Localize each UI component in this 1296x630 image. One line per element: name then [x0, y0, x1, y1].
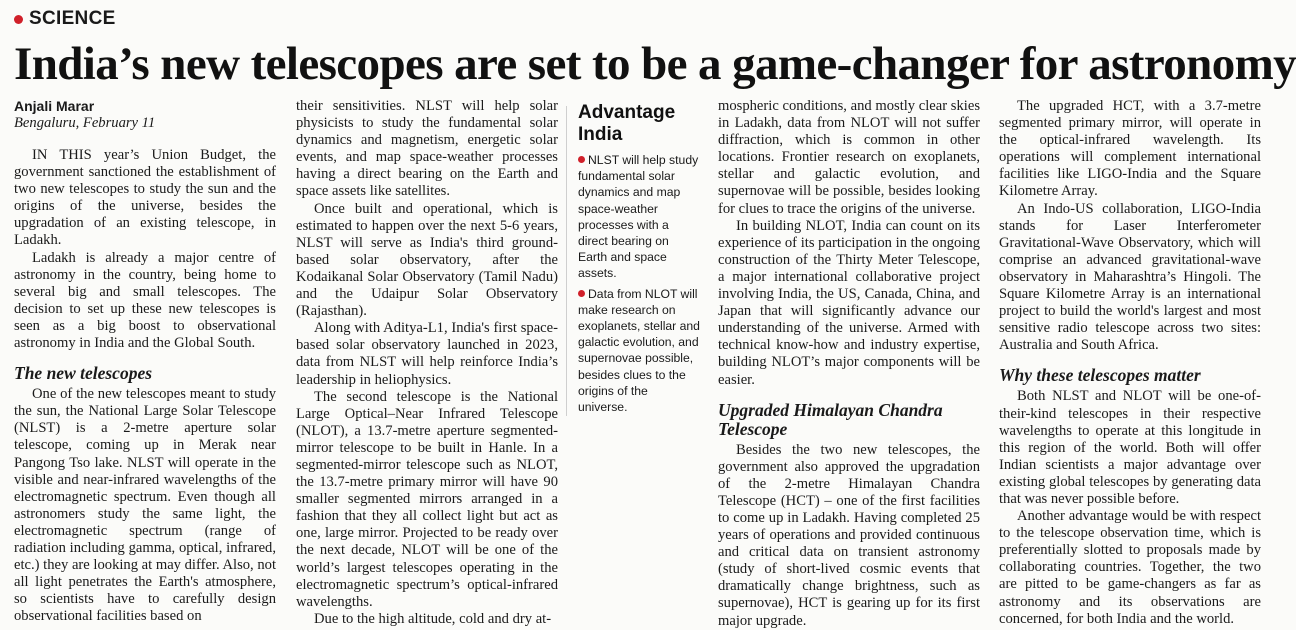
sidebar-item-text: NLST will help study fundamental solar dynamics and map space-weather processes with a direct bearing on Earth and space assets.	[578, 153, 699, 281]
article-column-4	[999, 98, 1261, 627]
sidebar-item	[578, 286, 700, 416]
paragraph: Once built and operational, which is estimated to happen over the next 5-6 years, NLST will serve as India's third ground-based solar observatory, after the Kodaikanal Solar Observatory (Tamil Nadu) and the Udaipur Solar Observatory (Rajasthan).	[296, 200, 558, 320]
sidebar-title: Advantage India	[578, 102, 676, 145]
section-label	[14, 8, 116, 30]
paragraph: An Indo-US collaboration, LIGO-India stands for Laser Interferometer Gravitational-Wave Observatory, which will comprise an advanced gravitational-wave observatory in Maharashtra’s Hingoli. The Square Kilometre Array is an international project to build the world's largest and most sensitive radio telescope across two sites: Australia and South Africa.	[999, 200, 1261, 354]
paragraph: Ladakh is already a major centre of astronomy in the country, being home to several big and small telescopes. The decision to set up these new telescopes is seen as a big boost to observational astronomy in India and the Global South.	[14, 249, 276, 352]
paragraph: The second telescope is the National Large Optical–Near Infrared Telescope (NLOT), a 13.7-metre aperture segmented-mirror telescope to be built in Hanle. In a segmented-mirror telescope such as NLOT, the 13.7-metre primary mirror will have 90 smaller segmented mirrors arranged in a fashion that they all collect light but act as one, large mirror. Projected to be ready over the next decade, NLOT will be one of the world’s largest telescopes operating in the electromagnetic spectrum’s optical-infrared wavelengths.	[296, 388, 558, 610]
article-column-1	[14, 98, 276, 625]
column-divider	[566, 106, 567, 416]
sidebar-item-text: Data from NLOT will make research on exoplanets, stellar and galactic evolution, and supernovae possible, besides clues to the origins of the universe.	[578, 286, 700, 415]
paragraph: The upgraded HCT, with a 3.7-metre segmented primary mirror, will operate in the optical-infrared wavelength. Its operations will complement international facilities like LIGO-India and the Square Kilometre Array.	[999, 98, 1261, 200]
article-column-2	[296, 98, 558, 627]
paragraph: IN THIS year’s Union Budget, the government sanctioned the establishment of two new telescopes to study the sun and the origins of the universe, besides the upgradation of an existing telescope, in Ladakh.	[14, 147, 276, 249]
subheading: The new telescopes	[14, 363, 153, 384]
sidebar-item	[578, 152, 700, 282]
paragraph: their sensitivities. NLST will help solar physicists to study the fundamental solar dynamics and magnetism, energetic solar events, and map space-weather processes having a direct bearing on the Earth and space assets like satellites.	[296, 98, 558, 200]
paragraph: In building NLOT, India can count on its experience of its participation in the ongoing construction of the Thirty Meter Telescope, a major international collaborative project involving India, the US, Canada, China, and Japan that will significantly advance our understanding of the universe. Armed with technical know-how and industry expertise, building NLOT’s major components will be easier.	[718, 217, 980, 388]
paragraph: Besides the two new telescopes, the government also approved the upgradation of the 2-metre Himalayan Chandra Telescope (HCT) – one of the first facilities to come up in Ladakh. Having completed 25 years of operations and provided continuous and critical data on transient astronomy (study of short-lived cosmic events that dramatically change brightness, such as supernovae), HCT is gearing up for its first major upgrade.	[718, 441, 980, 629]
paragraph: mospheric conditions, and mostly clear skies in Ladakh, data from NLOT will not suffer diffraction, which is common in other locations. Frontier research on exoplanets, stellar and galactic evolution, and supernovae will be possible, besides looking for clues to trace the origins of the universe.	[718, 98, 980, 217]
paragraph: Due to the high altitude, cold and dry at-	[314, 610, 552, 627]
red-bullet-icon	[578, 290, 585, 297]
author-name: Anjali Marar	[14, 98, 95, 114]
subheading: Upgraded Himalayan Chandra Telescope	[718, 399, 943, 439]
paragraph: Along with Aditya-L1, India's first space-based solar observatory launched in 2023, data from NLST will help reinforce India’s leadership in heliophysics.	[296, 320, 558, 388]
article-column-3	[718, 98, 980, 629]
article-headline: India’s new telescopes are set to be a game-changer for astronomy	[14, 38, 1296, 90]
section-name: SCIENCE	[29, 8, 116, 29]
subheading: Why these telescopes matter	[999, 365, 1201, 386]
red-bullet-icon	[14, 15, 23, 24]
dateline: Bengaluru, February 11	[14, 115, 156, 131]
paragraph: One of the new telescopes meant to study the sun, the National Large Solar Telescope (NLST) is a 2-metre aperture solar telescope, coming up in Merak near Pangong Tso lake. NLST will operate in the visible and near-infrared wavelengths of the electromagnetic spectrum. Even though all astronomers study the same light, the electromagnetic spectrum (range of radiation including gamma, optical, infrared, etc.) they are looking at may differ. Also, not all light penetrates the Earth's atmosphere, so scientists have to carefully design observational facilities based on	[14, 386, 276, 625]
paragraph: Both NLST and NLOT will be one-of-their-kind telescopes in their respective wavelengths to operate at this longitude in this region of the world. Both will offer Indian scientists a major advantage over existing global telescopes by generating data that was never possible before.	[999, 388, 1261, 507]
paragraph: Another advantage would be with respect to the telescope observation time, which is preferentially slotted to proposals made by collaborating countries. Together, the two are pitted to be game-changers as far as astronomy and its observations are concerned, for both India and the world.	[999, 508, 1261, 627]
red-bullet-icon	[578, 156, 585, 163]
sidebar-box	[578, 102, 700, 419]
